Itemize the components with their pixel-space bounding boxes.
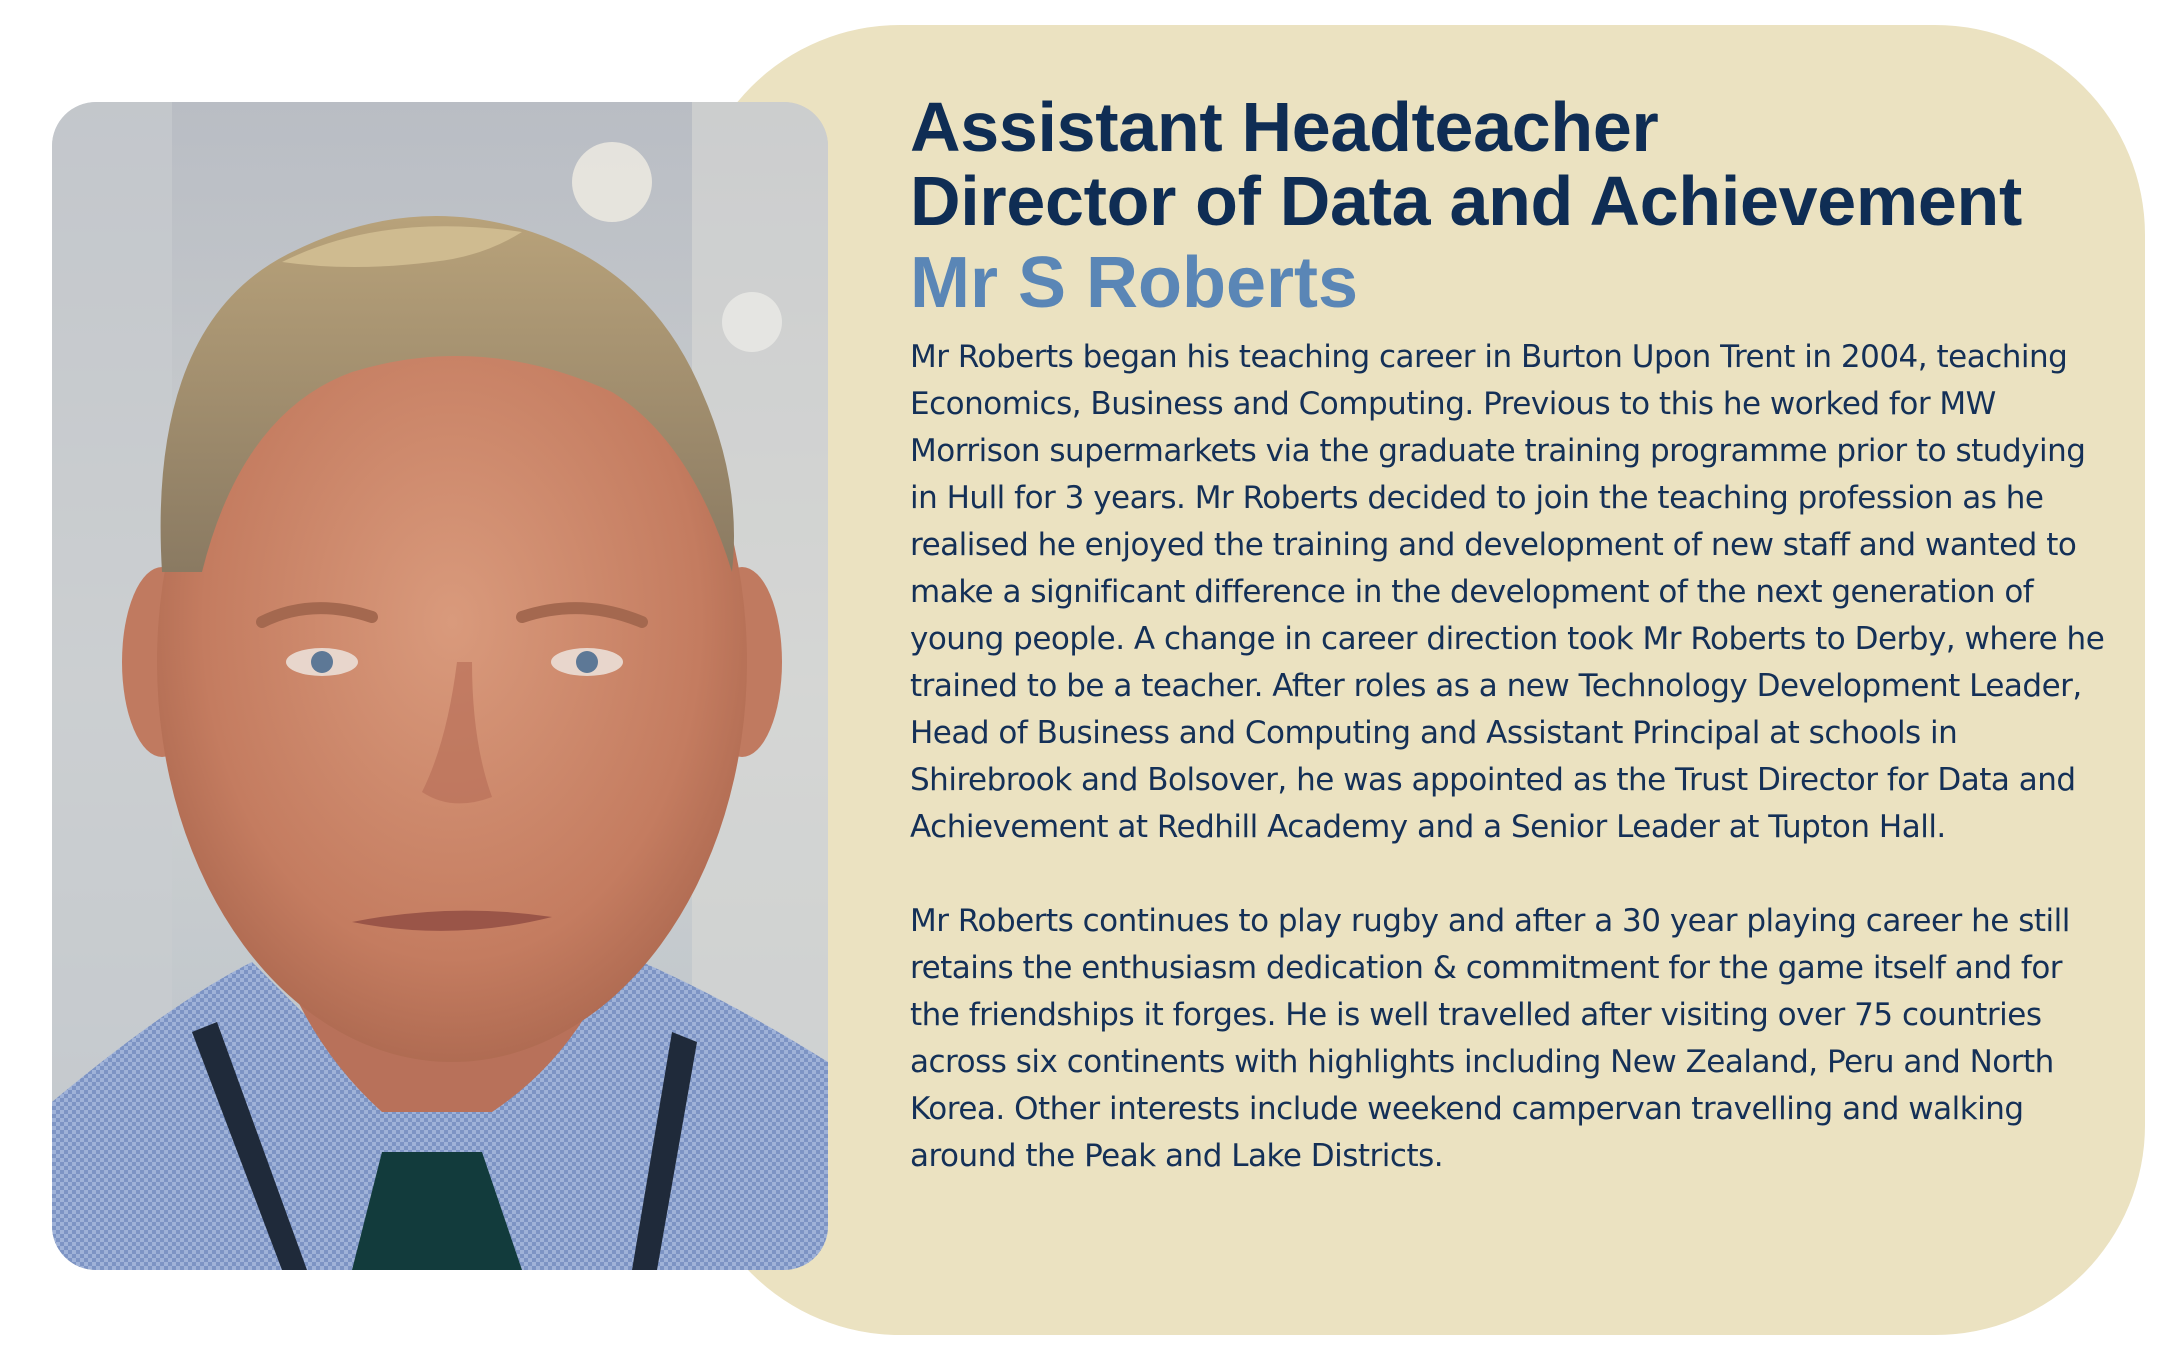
profile-text xyxy=(910,90,2110,1180)
role-line-2: Director of Data and Achievement xyxy=(910,162,2022,240)
staff-portrait-photo xyxy=(52,102,828,1270)
staff-name: Mr S Roberts xyxy=(910,243,1359,323)
bio-paragraph: Mr Roberts continues to play rugby and after a 30 year playing career he still retains the enthusiasm dedication & commitment for the game itself and for the friendships it forges. He is well travelled after visiting over 75 countries across six continents with highlights including New Zealand, Peru and North Korea. Other interests include weekend campervan travelling and walking around the Peak and Lake Districts. xyxy=(910,903,2070,1174)
role-title xyxy=(910,90,2110,238)
bio-paragraph: Mr Roberts began his teaching career in Burton Upon Trent in 2004, teaching Economics, Business and Computing. Previous to this he worked for MW Morrison supermarkets via the graduate training programme prior to studying in Hull for 3 years. Mr Roberts decided to join the teaching profession as he realised he enjoyed the training and development of new staff and wanted to make a significant difference in the development of the next generation of young people. A change in career direction took Mr Roberts to Derby, where he trained to be a teacher. After roles as a new Technology Development Leader, Head of Business and Computing and Assistant Principal at schools in Shirebrook and Bolsover, he was appointed as the Trust Director for Data and Achievement at Redhill Academy and a Senior Leader at Tupton Hall. xyxy=(910,339,2105,845)
role-line-1: Assistant Headteacher xyxy=(910,88,1659,166)
biography xyxy=(910,334,2110,1180)
